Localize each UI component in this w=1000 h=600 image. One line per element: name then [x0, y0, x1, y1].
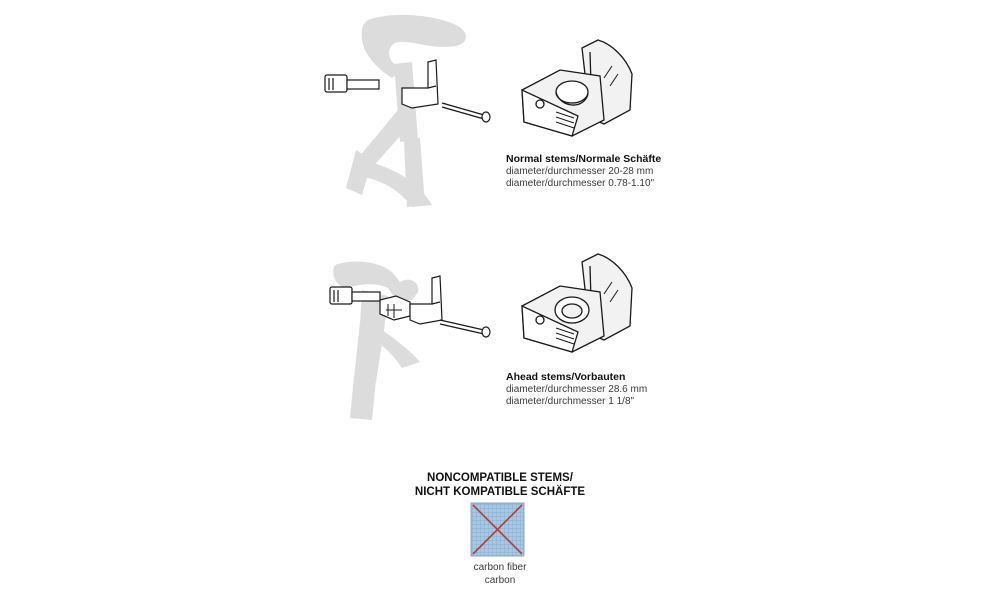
mount-clamp-ahead	[522, 254, 632, 352]
caption-ahead-title: Ahead stems/Vorbauten	[506, 371, 626, 383]
carbon-swatch-crossed	[471, 503, 524, 556]
caption-ahead-diameter-in: diameter/durchmesser 1 1/8"	[506, 395, 635, 407]
noncompatible-heading-line2: NICHT KOMPATIBLE SCHÄFTE	[414, 486, 586, 499]
caption-normal-title: Normal stems/Normale Schäfte	[506, 153, 662, 165]
mount-clamp-normal	[522, 40, 632, 136]
noncompatible-heading-line1: NONCOMPATIBLE STEMS/	[427, 472, 573, 484]
caption-normal-diameter-in: diameter/durchmesser 0.78-1.10"	[506, 177, 655, 189]
caption-ahead-stems	[506, 371, 647, 408]
material-label-en: carbon fiber	[473, 562, 527, 573]
caption-ahead-diameter-mm: diameter/durchmesser 28.6 mm	[506, 383, 648, 395]
bike-silhouette-ahead	[333, 261, 420, 420]
bike-silhouette-normal	[346, 15, 466, 207]
material-label-de: carbon	[484, 574, 516, 586]
noncompatible-heading	[370, 471, 630, 500]
noncompatible-material	[370, 562, 630, 587]
caption-normal-stems	[506, 153, 661, 190]
caption-normal-diameter-mm: diameter/durchmesser 20-28 mm	[506, 165, 654, 177]
